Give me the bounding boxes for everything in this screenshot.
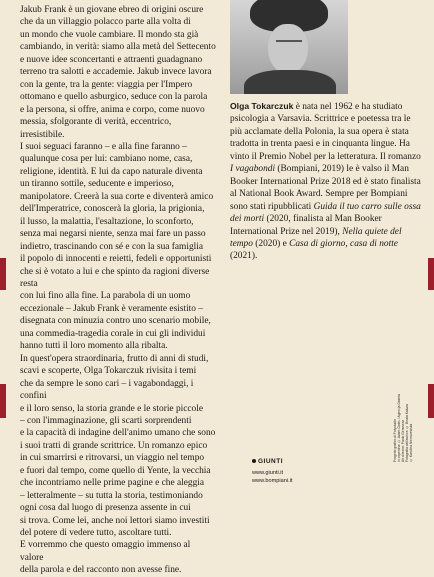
synopsis-line: in cui smarrirsi e ritrovarsi, un viaggio nel tempo [20,453,205,464]
author-photo-shoulders [244,70,336,94]
synopsis-line: ogni cosa dal luogo di presenza assente in cui [20,503,191,514]
synopsis-line: eccezionale – Jakub Frank è veramente esistito – [20,303,204,314]
synopsis-line: hanno tutti il loro momento alla ribalta. [20,341,168,352]
author-bio [230,100,422,263]
publisher-url[interactable]: www.bompiani.it [252,477,293,484]
synopsis-line: – con l'immaginazione, gli scarti sorprendenti [20,415,192,426]
publisher-logo [252,458,283,465]
bio-text: (Bompiani, 2019) le è valso il Man Booker International Prize 2018 ed è stato finalista al National Book Award. Sempre per Bompiani sono stati ripubblicati [230,164,421,212]
synopsis-line: il popolo di innocenti e reietti, fedeli e opportunisti [20,254,212,265]
synopsis-line: che da sempre le sono cari – i vagabondaggi, i confini [20,378,194,402]
synopsis-line: scavi e scoperte, Olga Tokarczuk rivisita i temi [20,366,197,377]
author-photo [230,0,348,94]
synopsis-line: disegnata con minuzia contro uno scenario mobile, [20,316,211,327]
red-edge-tab [428,258,434,290]
synopsis-line: e la persona, si offre, anima e corpo, come nuovo [20,104,205,115]
synopsis-line: un tiranno sottile, seducente e imperioso, [20,179,174,190]
synopsis-line: In quest'opera straordinaria, frutto di anni di studi, [20,353,209,364]
red-edge-tab [0,258,6,290]
synopsis-line: si trova. Come lei, anche noi lettori siamo investiti [20,515,210,526]
synopsis-line: della parola e del racconto non avesse fine. [20,565,182,576]
credit-line: Fotografia dell'autrice: © Beata Kaluza [405,404,409,462]
synopsis-line: che da un villaggio polacco parte alla volta di [20,17,191,28]
author-name: Olga Tokarczuk [230,101,294,111]
synopsis-line: Jakub Frank è un giovane ebreo di origini oscure [20,5,204,15]
author-photo-eyes [276,40,302,46]
synopsis-line: il lusso, la malattia, l'esaltazione, lo sconforto, [20,216,194,227]
synopsis-line: con la gente, tra la gente: viaggia per l'Impero [20,79,193,90]
synopsis-line: e fuori dal tempo, come quello di Yente, la vecchia [20,465,211,476]
synopsis-text [20,4,216,577]
synopsis-line: – letteralmente – su tutta la storia, testimoniando [20,490,203,501]
synopsis-line: indietro, trascinando con sé e con la sua famiglia [20,241,204,252]
synopsis-line: che si è votato a lui e che spinto da ragioni diverse resta [20,266,210,289]
credit-line: © Karolina Niemczewska [409,423,413,462]
synopsis-line: senza mai negarsi niente, senza mai fare un passo [20,229,206,240]
credit-line: In copertina: © Adam Golec / Agencja Gazeta [397,394,401,462]
bio-text: è nata nel 1962 e ha studiato psicologia a Varsavia. Scrittrice e poetessa tra le più acclamate della Polonia, la sua opera è stata tradotta in trenta paesi e in cinquanta lingue. Ha vinto il Premio Nobel per la letteratura. Il romanzo [230,102,421,162]
book-title: Nella quiete del tempo [230,226,402,249]
synopsis-line: messia, sfolgorante di verità, eccentrico, irresistibile. [20,117,172,140]
bio-text: (2021). [230,251,258,262]
synopsis-line: con lui fino alla fine. La parabola di un uomo [20,291,191,302]
author-photo-face [268,24,308,74]
synopsis-line: terreno tra salotti e accademie. Jakub invece lavora [20,67,212,78]
publisher-urls [252,470,292,485]
synopsis-line: ottomano e quello asburgico, seduce con la parola [20,92,208,103]
logo-dot-icon [252,459,256,463]
synopsis-line: I suoi seguaci faranno – e alla fine faranno – [20,141,187,152]
cover-credits [393,350,431,462]
synopsis-line: che incontriamo nelle prime pagine e che aleggia [20,478,205,489]
synopsis-line: cambiando, in verità: siamo alla metà del Settecento [20,42,216,53]
synopsis-line: e il loro senso, la storia grande e le storie piccole [20,403,204,414]
credit-line: Art director: Paolo Genovese [401,419,405,462]
synopsis-line: dell'Imperatrice, conoscerà la gloria, la prigionia, [20,204,205,215]
synopsis-line: e nuove idee sconcertanti e attraenti guadagnano [20,54,203,65]
synopsis-line: una commedia-tragedia corale in cui gli individui [20,328,206,339]
bio-text: (2020, finalista al Man Booker International Prize nel 2019), [230,214,382,237]
logo-text: GIUNTI [258,458,284,465]
synopsis-line: E vorremmo che questo omaggio immenso al valore [20,540,191,563]
bio-text: (2020) e [252,238,290,249]
synopsis-line: e la capacità di indagine dell'animo umano che sono [20,428,216,439]
synopsis-line: un mondo che vuole cambiare. Il mondo sta già [20,29,199,40]
credit-line: Progetto grafico di Polystudio [393,419,397,462]
synopsis-line: del potere di vedere tutto, ascoltare tutti. [20,528,172,539]
red-edge-tab [0,384,6,418]
book-title: Guida il tuo carro sulle ossa dei morti [230,201,421,225]
synopsis-line: manipolatore. Creerà la sua corte e diventerà amico [20,191,214,202]
synopsis-line: i suoi tratti di grande scrittrice. Un romanzo epico [20,440,208,451]
publisher-url[interactable]: www.giunti.it [252,470,284,476]
book-title: I vagabondi [230,164,276,175]
synopsis-line: religione, identità. E lui da capo naturale diventa [20,166,203,177]
synopsis-line: qualunque cosa per lui: cambiano nome, casa, [20,154,193,165]
book-title: Casa di giorno, casa di notte [289,238,398,249]
